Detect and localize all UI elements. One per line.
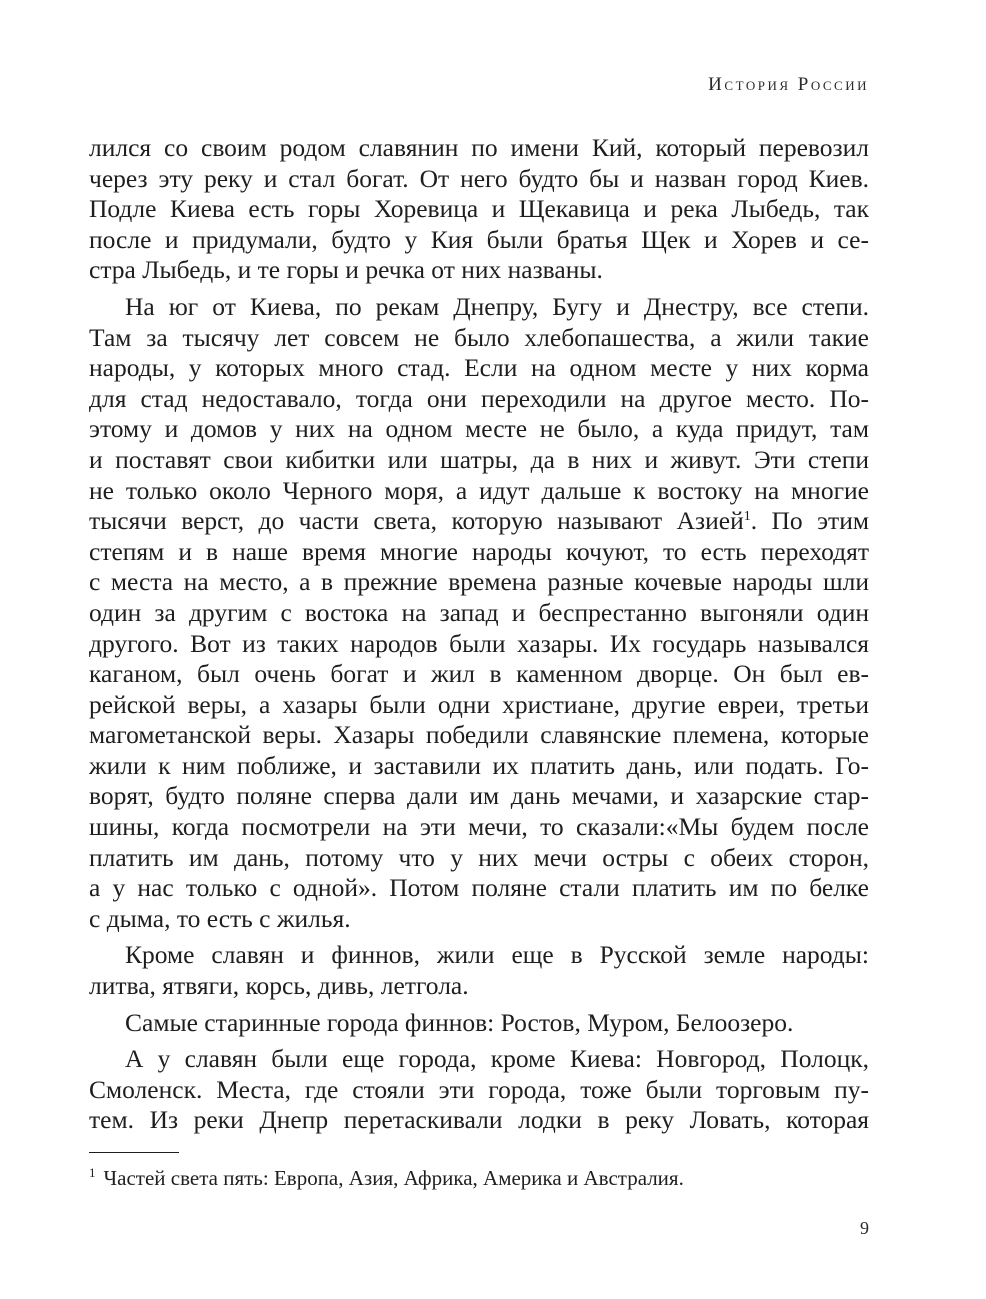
footnote-divider bbox=[89, 1152, 179, 1153]
text-line: платить им дань, потому что у них мечи остры с обеих сторон, bbox=[89, 842, 869, 872]
text-line: не только около Черного моря, а идут дальше к востоку на многие bbox=[89, 475, 869, 505]
text-line: после и придумали, будто у Кия были братья Щек и Хорев и се- bbox=[89, 224, 869, 254]
text-line: с места на место, а в прежние времена разные кочевые народы шли bbox=[89, 567, 869, 597]
text-line: Смоленск. Места, где стояли эти города, тоже были торговым пу- bbox=[89, 1074, 869, 1104]
text-line-with-footnote bbox=[89, 506, 869, 537]
text-line: Подле Киева есть горы Хоревица и Щекавица и река Лыбедь, так bbox=[89, 194, 869, 224]
text-line: На юг от Киева, по рекам Днепру, Бугу и Днестру, все степи. bbox=[125, 291, 869, 321]
body-text bbox=[89, 133, 869, 1136]
text-line: Там за тысячу лет совсем не было хлебопашества, а жили такие bbox=[89, 322, 869, 352]
text-line-head: тысячи верст, до части света, которую называют Азией bbox=[89, 506, 744, 536]
footnote-ref[interactable]: 1 bbox=[743, 509, 751, 525]
footnote bbox=[89, 1164, 684, 1192]
footnote-marker: 1 bbox=[89, 1165, 96, 1180]
text-line: а у нас только с одной». Потом поляне стали платить им по белке bbox=[89, 873, 869, 903]
text-line: другого. Вот из таких народов были хазары. Их государь назывался bbox=[89, 628, 869, 658]
text-line: жили к ним поближе, и заставили их платить дань, или подать. Го- bbox=[89, 750, 869, 780]
text-line: литва, ятвяги, корсь, дивь, летгола. bbox=[89, 971, 469, 1001]
text-line: ворят, будто поляне сперва дали им дань мечами, и хазарские стар- bbox=[89, 781, 869, 811]
text-line: степям и в наше время многие народы кочуют, то есть переходят bbox=[89, 536, 869, 566]
text-line: магометанской веры. Хазары победили славянские племена, которые bbox=[89, 720, 869, 750]
text-line-tail: . По этим bbox=[750, 506, 869, 536]
page-number: 9 bbox=[860, 1218, 869, 1238]
text-line: народы, у которых много стад. Если на одном месте у них корма bbox=[89, 353, 869, 383]
text-line: один за другим с востока на запад и беспрестанно выгоняли один bbox=[89, 597, 869, 627]
text-line: шины, когда посмотрели на эти мечи, то сказали:«Мы будем после bbox=[89, 812, 869, 842]
text-line: с дыма, то есть с жилья. bbox=[89, 903, 351, 933]
text-line: Кроме славян и финнов, жили еще в Русской земле народы: bbox=[125, 940, 869, 970]
text-line: каганом, был очень богат и жил в каменном дворце. Он был ев- bbox=[89, 659, 869, 689]
text-line: А у славян были еще города, кроме Киева: Новгород, Полоцк, bbox=[125, 1044, 869, 1074]
text-line: стра Лыбедь, и те горы и речка от них названы. bbox=[89, 255, 603, 285]
text-line: Самые старинные города финнов: Ростов, Муром, Белоозеро. bbox=[125, 1007, 794, 1037]
running-header: История России bbox=[708, 74, 869, 95]
text-line: для стад недоставало, тогда они переходили на другое место. По- bbox=[89, 383, 869, 413]
text-line: лился со своим родом славянин по имени Кий, который перевозил bbox=[89, 133, 869, 162]
footnote-text: Частей света пять: Европа, Азия, Африка, Америка и Австралия. bbox=[103, 1166, 684, 1190]
text-line: через эту реку и стал богат. От него будто бы и назван город Киев. bbox=[89, 163, 869, 193]
text-line: рейской веры, а хазары были одни христиане, другие евреи, третьи bbox=[89, 689, 869, 719]
text-line: и поставят свои кибитки или шатры, да в них и живут. Эти степи bbox=[89, 444, 869, 474]
text-line: этому и домов у них на одном месте не было, а куда придут, там bbox=[89, 414, 869, 444]
text-line: тем. Из реки Днепр перетаскивали лодки в реку Ловать, которая bbox=[89, 1105, 869, 1135]
